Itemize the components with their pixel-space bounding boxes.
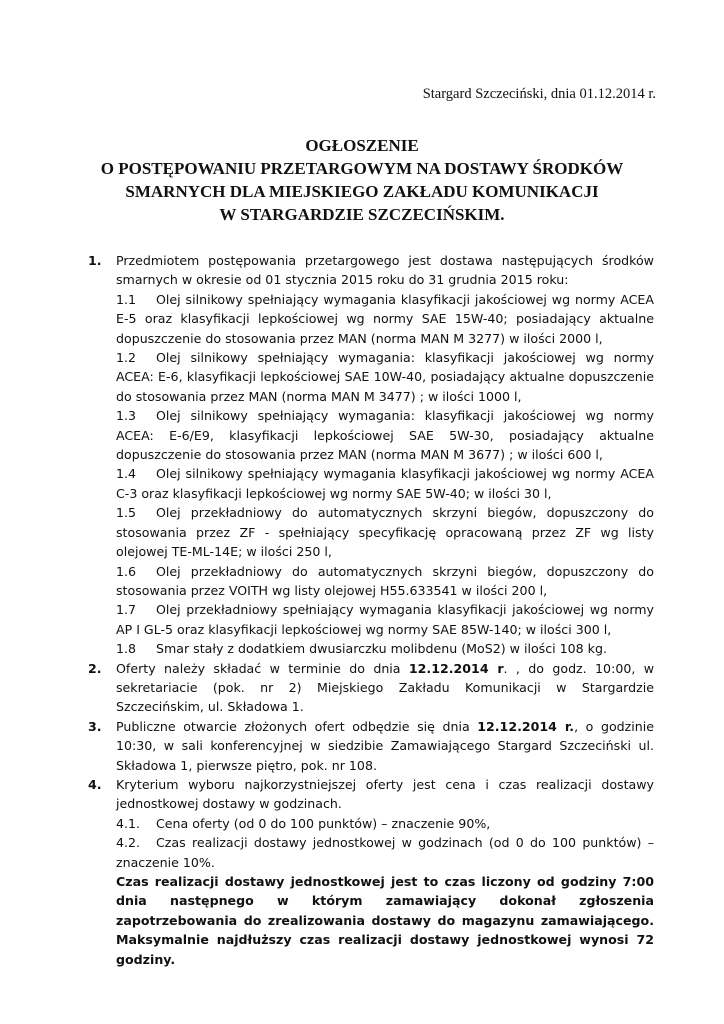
- subitem-text: Olej silnikowy spełniający wymagania klasyfikacji jakościowej wg normy ACEA E-5 oraz klasyfikacji lepkościowej wg normy SAE 15W-40; posiadający aktualne dopuszczenie do stosowania przez MAN (norma MAN M 3277) w ilości 2000 l,: [116, 291, 654, 346]
- point-number: 4.: [88, 776, 102, 792]
- subitem-number: 1.3: [116, 408, 137, 424]
- subitem-number: 1.5: [116, 505, 137, 521]
- delivery-time-note: Czas realizacji dostawy jednostkowej jest to czas liczony od godziny 7:00 dnia następnego w którym zamawiający dokonał zgłoszenia zapotrzebowania do zrealizowania dostawy do magazynu zamawiającego. Maksymalnie najdłuższy czas realizacji dostawy jednostkowej wynosi 72 godziny.: [116, 874, 654, 967]
- subitem-4-2: [116, 833, 654, 872]
- subitem-number: 4.2.: [116, 835, 141, 851]
- document-body: [88, 251, 654, 969]
- point-3-text: [116, 717, 654, 775]
- point-2: [88, 659, 654, 717]
- point-3-text-after: , o godzinie 10:30, w sali konferencyjnej w siedzibie Zamawiającego Stargard Szczeciński ul. Składowa 1, pierwsze piętro, pok. nr 108.: [116, 718, 654, 773]
- point-1: [88, 251, 654, 659]
- title-line-3: SMARNYCH DLA MIEJSKIEGO ZAKŁADU KOMUNIKACJI: [125, 182, 599, 201]
- point-number: 1.: [88, 253, 102, 268]
- subitem-text: Olej silnikowy spełniający wymagania: klasyfikacji jakościowej wg normy ACEA: E-6, klasyfikacji lepkościowej SAE 10W-40, posiadający aktualne dopuszczenie do stosowania przez MAN (norma MAN M 3477) ; w ilości 1000 l,: [116, 350, 654, 404]
- subitem-1-3: [116, 406, 654, 464]
- place-date: Stargard Szczeciński, dnia 01.12.2014 r.: [422, 86, 656, 102]
- title-line-2: O POSTĘPOWANIU PRZETARGOWYM NA DOSTAWY ŚRODKÓW: [100, 159, 624, 178]
- subitem-text: Cena oferty (od 0 do 100 punktów) – znaczenie 90%,: [156, 815, 491, 831]
- subitem-1-4: [116, 464, 654, 503]
- title-line-4: W STARGARDZIE SZCZECIŃSKIM.: [219, 205, 505, 224]
- subitem-number: 1.6: [116, 563, 137, 579]
- point-3-text-before: Publiczne otwarcie złożonych ofert odbędzie się dnia: [116, 718, 478, 734]
- subitem-1-1: [116, 290, 654, 348]
- point-1-intro: Przedmiotem postępowania przetargowego jest dostawa następujących środków smarnych w okresie od 01 stycznia 2015 roku do 31 grudnia 2015 roku:: [116, 253, 654, 288]
- subitem-text: Olej silnikowy spełniający wymagania klasyfikacji jakościowej wg normy ACEA C-3 oraz klasyfikacji lepkościowej wg normy SAE 5W-40; w ilości 30 l,: [116, 466, 654, 501]
- document-title: [0, 134, 724, 226]
- subitem-text: Olej silnikowy spełniający wymagania: klasyfikacji jakościowej wg normy ACEA: E-6/E9, klasyfikacji lepkościowej SAE 5W-30, posiadający aktualne dopuszczenie do stosowania przez MAN (norma MAN M 3677) ; w ilości 600 l,: [116, 408, 654, 463]
- subitem-text: Olej przekładniowy spełniający wymagania klasyfikacji jakościowej wg normy AP I GL-5 oraz klasyfikacji lepkościowej wg normy SAE 85W-140; w ilości 300 l,: [116, 602, 654, 637]
- point-3: [88, 717, 654, 775]
- subitem-1-2: [116, 348, 654, 406]
- point-4: [88, 775, 654, 969]
- subitem-text: Smar stały z dodatkiem dwusiarczku molibdenu (MoS2) w ilości 108 kg.: [156, 641, 607, 657]
- point-4-intro: Kryterium wyboru najkorzystniejszej oferty jest cena i czas realizacji dostawy jednostkowej dostawy w godzinach.: [116, 776, 654, 812]
- subitem-1-7: [116, 600, 654, 639]
- subitem-text: Olej przekładniowy do automatycznych skrzyni biegów, dopuszczony do stosowania przez ZF - spełniający specyfikację opracowaną przez ZF wg listy olejowej TE-ML-14E; w ilości 250 l,: [116, 505, 654, 560]
- point-2-text-after: . , do godz. 10:00, w sekretariacie (pok. nr 2) Miejskiego Zakładu Komunikacji w Stargardzie Szczecińskim, ul. Składowa 1.: [116, 660, 655, 715]
- point-number: 2.: [88, 660, 102, 676]
- subitem-1-6: [116, 562, 654, 601]
- subitem-number: 1.1: [116, 291, 137, 307]
- opening-date: 12.12.2014 r.: [477, 718, 575, 734]
- subitem-text: Czas realizacji dostawy jednostkowej w godzinach (od 0 do 100 punktów) – znaczenie 10%.: [116, 835, 654, 870]
- subitem-1-5: [116, 503, 654, 561]
- subitem-number: 1.7: [116, 602, 137, 618]
- subitem-number: 4.1.: [116, 815, 141, 831]
- point-number: 3.: [88, 718, 102, 734]
- title-line-1: OGŁOSZENIE: [305, 136, 419, 155]
- subitem-number: 1.2: [116, 350, 137, 366]
- subitem-number: 1.4: [116, 466, 137, 482]
- subitem-number: 1.8: [116, 641, 137, 657]
- subitem-4-1: [116, 814, 654, 833]
- point-2-text-before: Oferty należy składać w terminie do dnia: [116, 660, 409, 676]
- offer-deadline-date: 12.12.2014 r: [408, 660, 504, 676]
- subitem-text: Olej przekładniowy do automatycznych skrzyni biegów, dopuszczony do stosowania przez VOITH wg listy olejowej H55.633541 w ilości 200 l,: [116, 563, 654, 598]
- subitem-1-8: [116, 639, 654, 658]
- point-2-text: [116, 659, 654, 717]
